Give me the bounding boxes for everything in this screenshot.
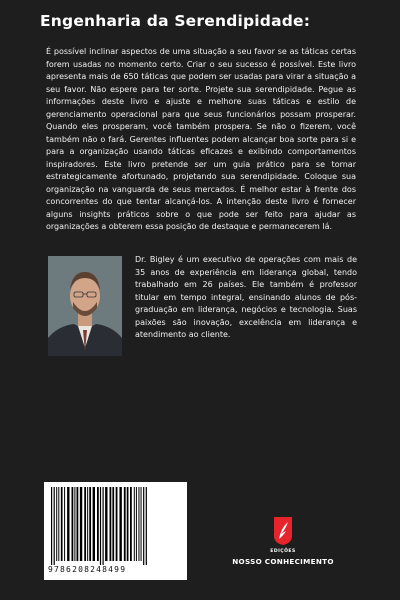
isbn-number: 9786208248499 xyxy=(48,565,127,574)
publisher-label: EDIÇÕES xyxy=(270,549,296,554)
book-title: Engenharia da Serendipidade: xyxy=(40,12,311,30)
book-description: É possível inclinar aspectos de uma situação a seu favor se as táticas certas forem usadas no momento certo. Criar o seu sucesso é possível. Este livro apresenta mais de 650 táticas que podem ser usadas para virar a situação a seu favor. Não espere para ter sorte. Projete sua serendipidade. Pegue as informações deste livro e ajuste e melhore suas táticas e estilo de gerenciamento operacional para que seus funcionários possam prosperar. Quando eles prosperam, você também prospera. Se não o fizerem, você também não o fará. Gerentes influentes podem alcançar boa sorte para si e para a organização usando táticas eficazes e exibindo comportamentos inspiradores. Este livro pretende ser um guia prático para se tornar estrategicamente afortunado, projetando sua serendipidade. Coloque sua organização na vanguarda de seus mercados. É melhor estar à frente dos concorrentes do que tentar alcançá-los. A intenção deste livro é fornecer alguns insights práticos sobre o que pode ser feito para ajudar as organizações a obterem essa posição de destaque e permanecerem lá. xyxy=(46,47,356,231)
publisher-logo-icon xyxy=(272,516,294,546)
author-bio: Dr. Bigley é um executivo de operações com mais de 35 anos de experiência em liderança global, tendo trabalhado em 26 países. Ele também é professor titular em tempo integral, ensinando alunos de pós-graduação em liderança, negócios e tecnologia. Suas paixões são inovação, excelência em liderança e atendimento ao cliente. xyxy=(135,255,357,339)
author-photo xyxy=(48,256,122,356)
barcode xyxy=(44,482,187,580)
publisher-name: NOSSO CONHECIMENTO xyxy=(232,557,334,566)
barcode-bars xyxy=(49,487,182,565)
